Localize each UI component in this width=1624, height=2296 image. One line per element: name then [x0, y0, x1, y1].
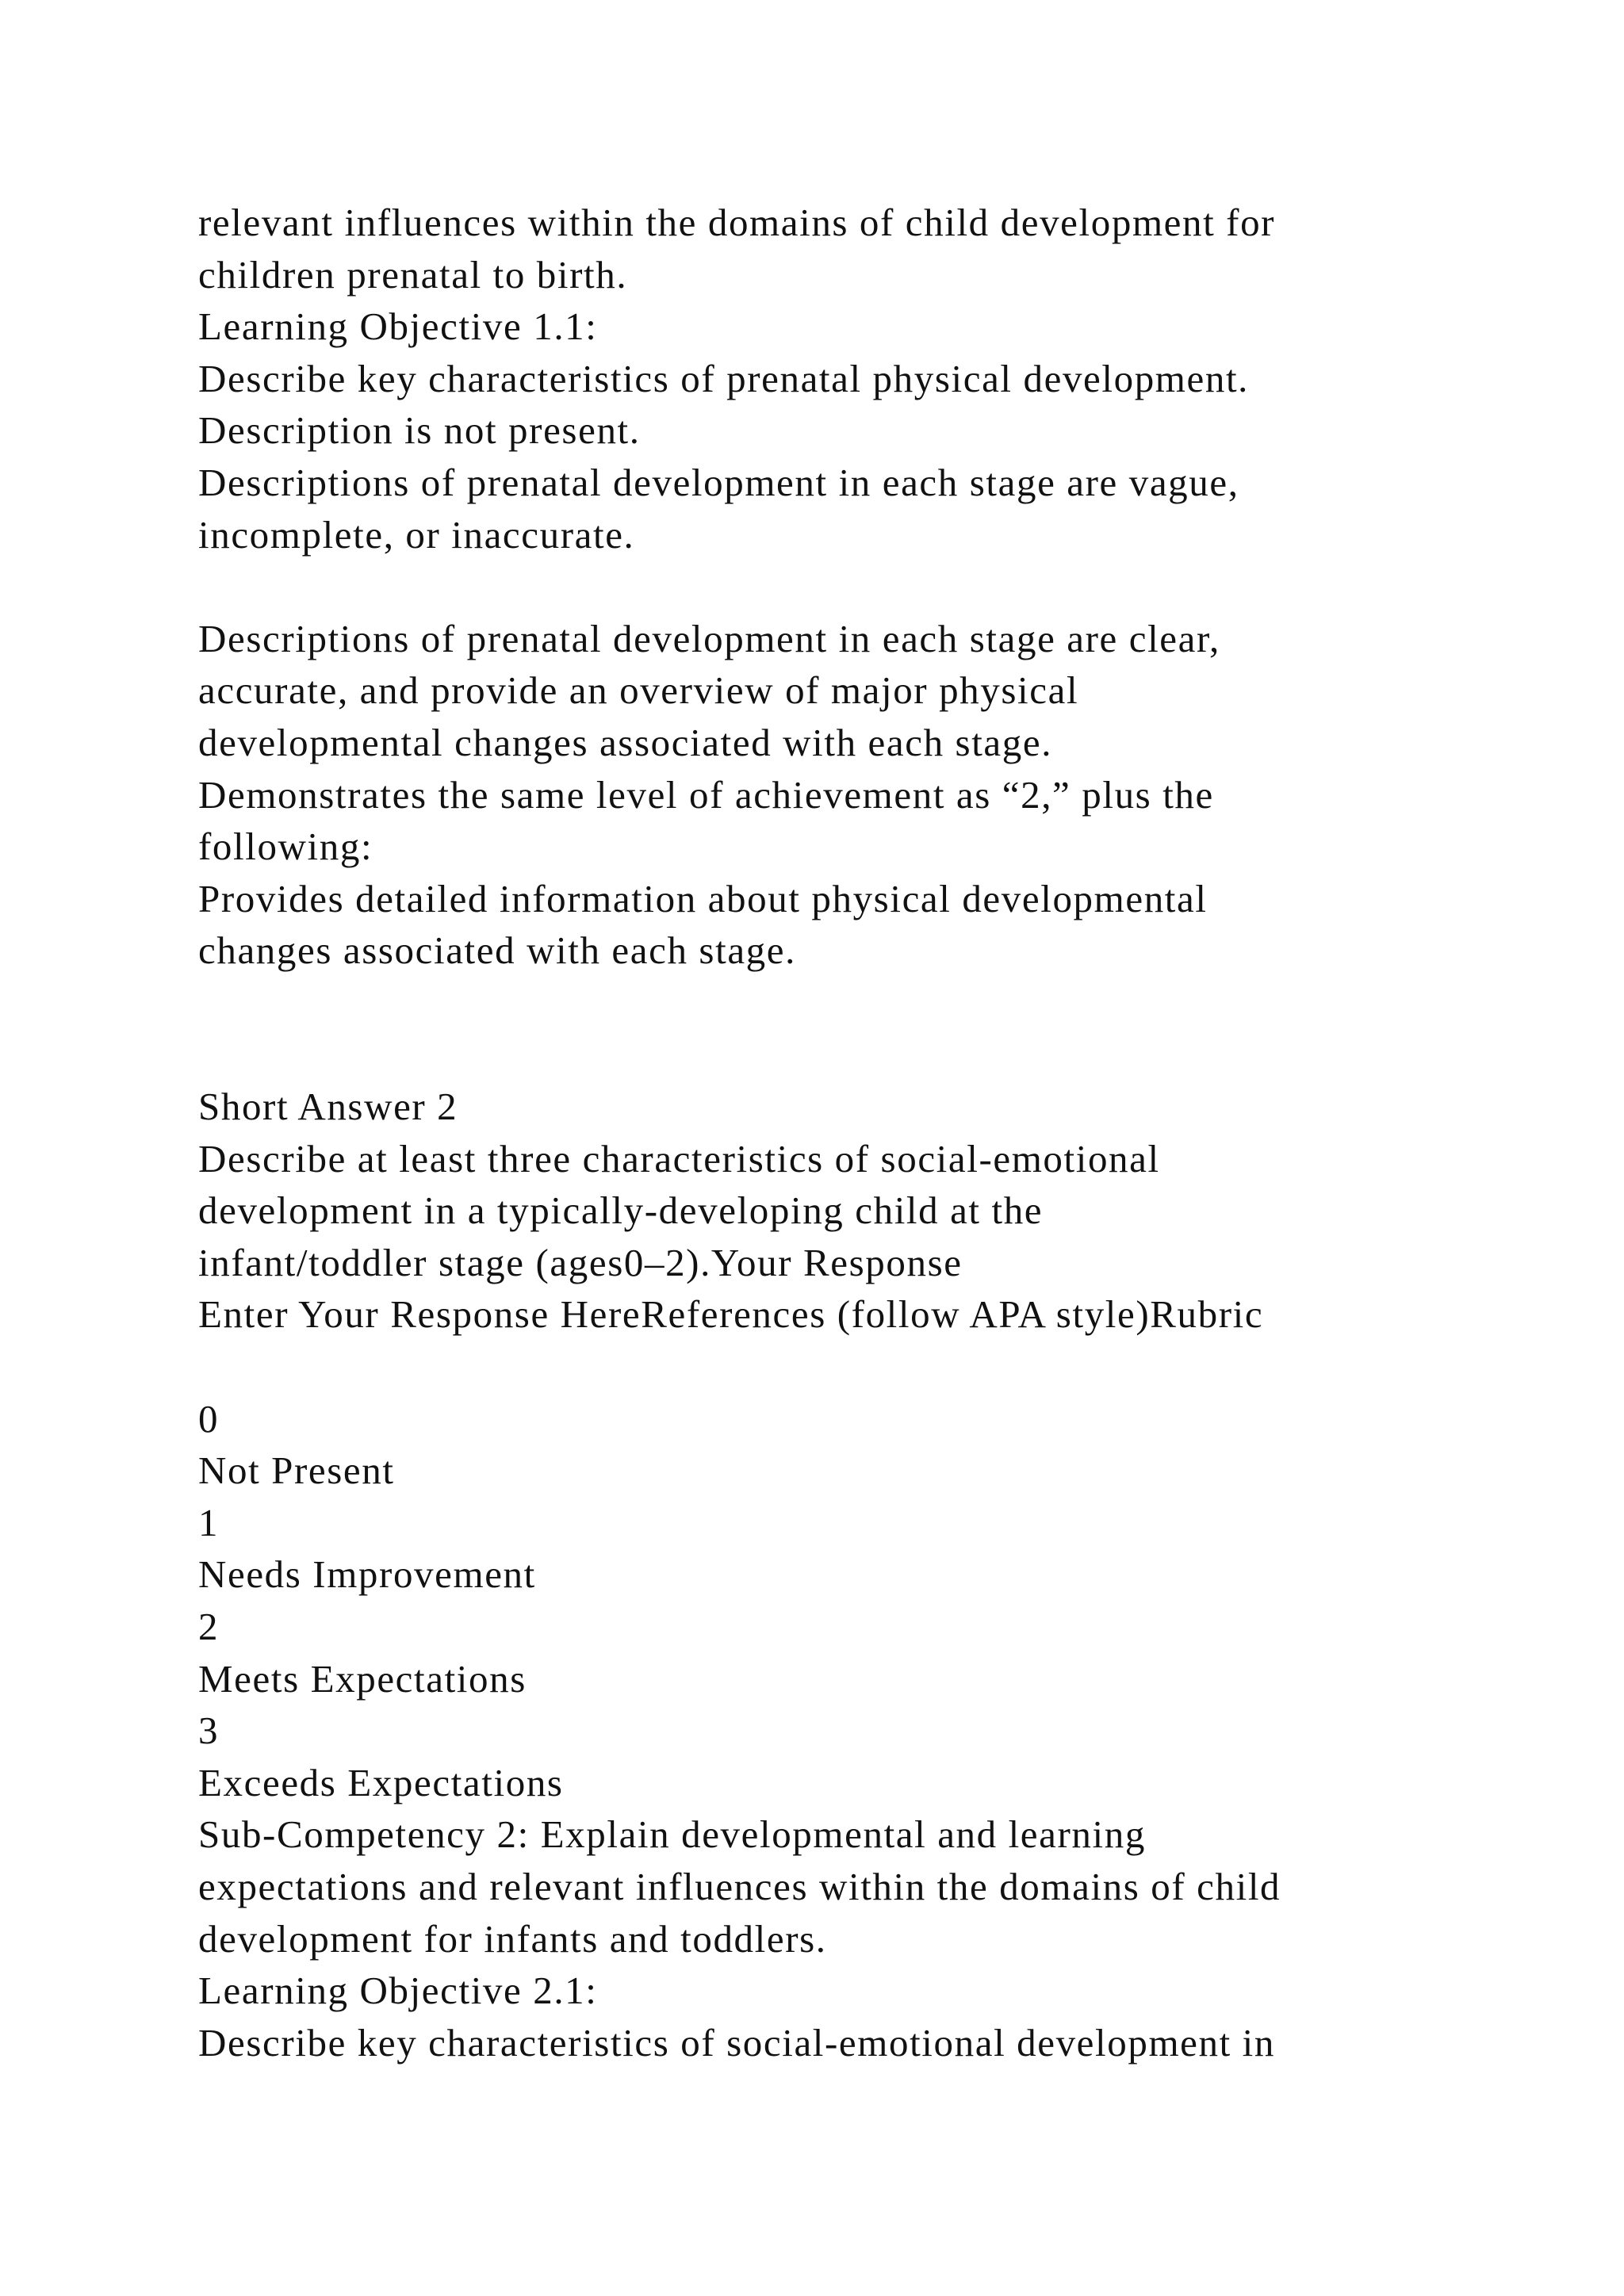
rubric-score: 1: [198, 1500, 220, 1544]
text-line: Enter Your Response HereReferences (follow APA style)Rubric: [198, 1292, 1264, 1337]
blank-line: [198, 1029, 1562, 1081]
text-line: development for infants and toddlers.: [198, 1916, 827, 1961]
section-heading: Short Answer 2: [198, 1085, 458, 1129]
text-line: development in a typically-developing child at the: [198, 1188, 1044, 1233]
text-line: Describe at least three characteristics of social-emotional: [198, 1136, 1160, 1181]
rubric-score: 2: [198, 1605, 220, 1649]
document-text: [198, 197, 1562, 2068]
text-line: infant/toddler stage (ages0–2).Your Response: [198, 1240, 963, 1284]
text-line: Demonstrates the same level of achievement as “2,” plus the: [198, 772, 1214, 817]
text-line: relevant influences within the domains of child development for: [198, 201, 1276, 244]
text-line: Describe key characteristics of social-emotional development in: [198, 2020, 1275, 2064]
text-line: incomplete, or inaccurate.: [198, 512, 635, 557]
text-line: following:: [198, 825, 373, 869]
text-line: Description is not present.: [198, 408, 641, 453]
text-line: Sub-Competency 2: Explain developmental and learning: [198, 1812, 1146, 1857]
text-line: Describe key characteristics of prenatal physical development.: [198, 356, 1250, 400]
text-line: Learning Objective 1.1:: [198, 304, 598, 349]
text-line: Descriptions of prenatal development in each stage are vague,: [198, 460, 1239, 504]
rubric-score: 0: [198, 1396, 220, 1441]
rubric-level: Needs Improvement: [198, 1552, 536, 1597]
text-line: developmental changes associated with each stage.: [198, 720, 1053, 764]
text-line: expectations and relevant influences within the domains of child: [198, 1865, 1281, 1908]
rubric-level: Not Present: [198, 1448, 395, 1493]
rubric-level: Meets Expectations: [198, 1656, 527, 1701]
blank-line: [198, 1341, 1562, 1393]
blank-line: [198, 977, 1562, 1029]
blank-line: [198, 561, 1562, 613]
text-line: changes associated with each stage.: [198, 928, 796, 973]
rubric-level: Exceeds Expectations: [198, 1760, 564, 1804]
text-line: accurate, and provide an overview of major physical: [198, 668, 1079, 713]
text-line: Learning Objective 2.1:: [198, 1969, 598, 2013]
text-line: children prenatal to birth.: [198, 252, 628, 297]
text-line: Provides detailed information about physical developmental: [198, 876, 1208, 920]
rubric-score: 3: [198, 1709, 220, 1753]
text-line: Descriptions of prenatal development in each stage are clear,: [198, 616, 1220, 660]
